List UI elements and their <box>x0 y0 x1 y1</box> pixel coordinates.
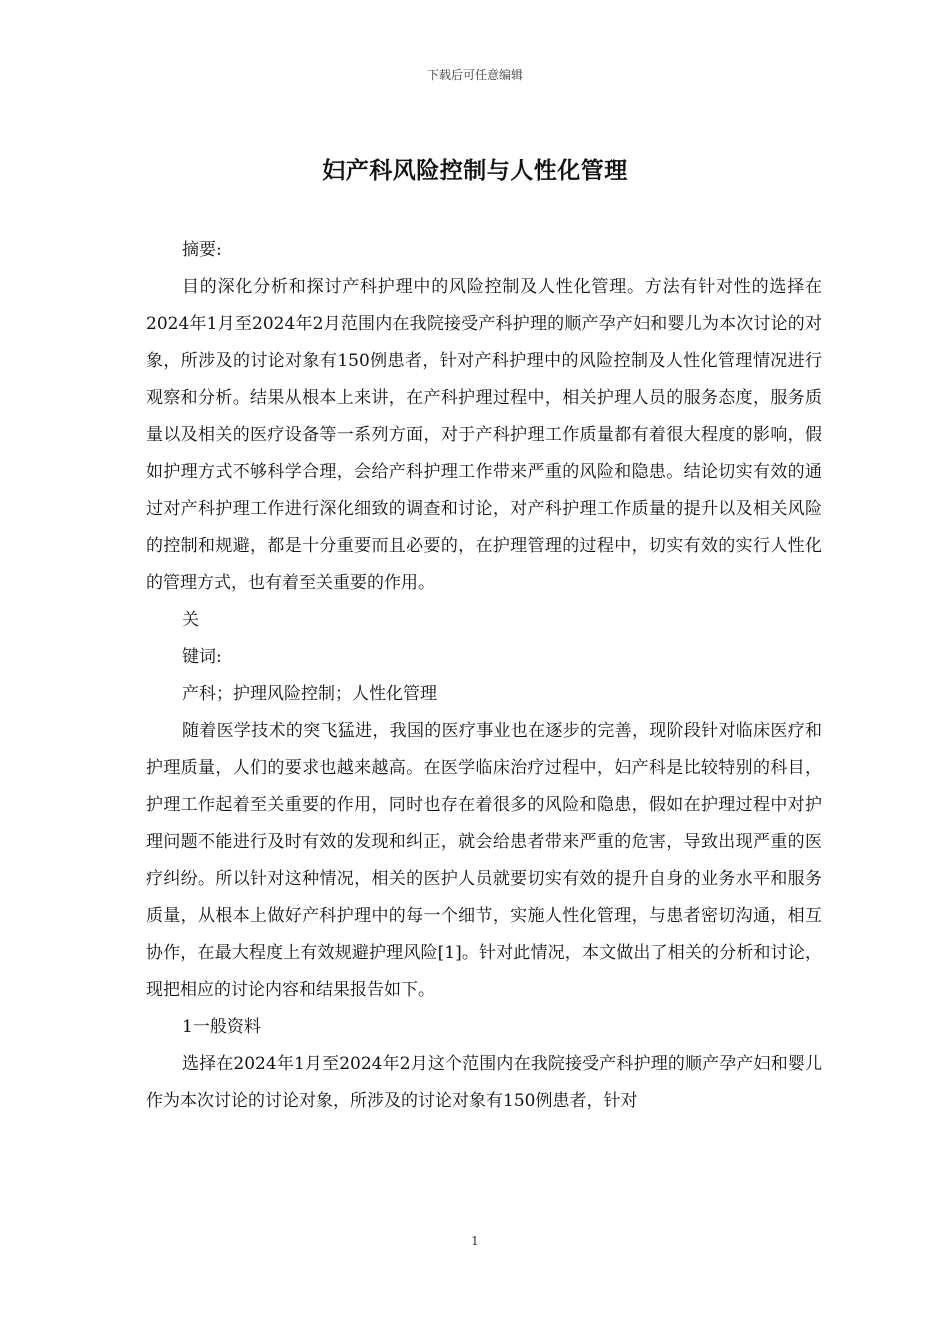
abstract-label: 摘要: <box>182 240 222 260</box>
keywords-list: 产科；护理风险控制；人性化管理 <box>182 684 437 704</box>
document-title: 妇产科风险控制与人性化管理 <box>322 158 628 184</box>
keywords-label-part1: 关 <box>182 610 199 630</box>
introduction-paragraph: 随着医学技术的突飞猛进，我国的医疗事业也在逐步的完善，现阶段针对临床医疗和护理质量，人们的要求也越来越高。在医学临床治疗过程中，妇产科是比较特别的科目，护理工作起着至关重要的作用，同时也存在着很多的风险和隐患，假如在护理过程中对护理问题不能进行及时有效的发现和纠正，就会给患者带来严重的危害，导致出现严重的医疗纠纷。所以针对这种情况，相关的医护人员就要切实有效的提升自身的业务水平和服务质量，从根本上做好产科护理中的每一个细节，实施人性化管理，与患者密切沟通，相互协作，在最大程度上有效规避护理风险[1]。针对此情况，本文做出了相关的分析和讨论，现把相应的讨论内容和结果报告如下。 <box>146 721 822 1000</box>
abstract-paragraph: 目的深化分析和探讨产科护理中的风险控制及人性化管理。方法有针对性的选择在2024年1月至2024年2月范围内在我院接受产科护理的顺产孕产妇和婴儿为本次讨论的对象，所涉及的讨论对象有150例患者，针对产科护理中的风险控制及人性化管理情况进行观察和分析。结果从根本上来讲，在产科护理过程中，相关护理人员的服务态度，服务质量以及相关的医疗设备等一系列方面，对于产科护理工作质量都有着很大程度的影响，假如护理方式不够科学合理，会给产科护理工作带来严重的风险和隐患。结论切实有效的通过对产科护理工作进行深化细致的调查和讨论，对产科护理工作质量的提升以及相关风险的控制和规避，都是十分重要而且必要的，在护理管理的过程中，切实有效的实行人性化的管理方式，也有着至关重要的作用。 <box>146 277 822 593</box>
document-body <box>146 232 822 1120</box>
page-number: 1 <box>471 1234 479 1248</box>
general-data-paragraph: 选择在2024年1月至2024年2月这个范围内在我院接受产科护理的顺产孕产妇和婴儿作为本次讨论的讨论对象，所涉及的讨论对象有150例患者，针对 <box>146 1054 822 1111</box>
section-heading-general-data: 1一般资料 <box>182 1017 261 1037</box>
keywords-label-part2: 键词: <box>182 647 222 667</box>
page-header: 下载后可任意编辑 <box>426 68 523 82</box>
